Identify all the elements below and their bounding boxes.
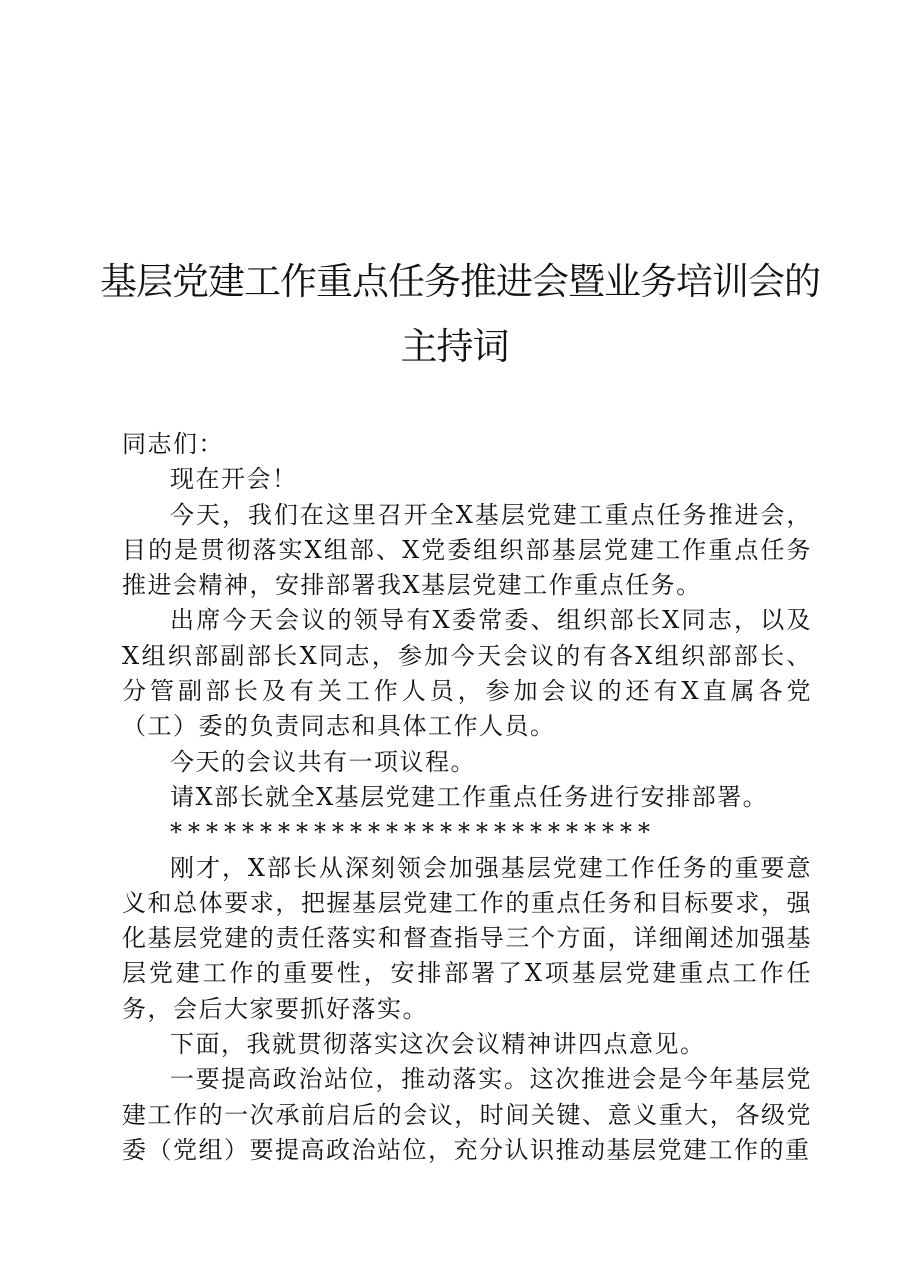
paragraph-point-one: 一要提高政治站位，推动落实。这次推进会是今年基层党建工作的一次承前启后的会议，时间关键、意义重大，各级党委（党组）要提高政治站位，充分认识推动基层党建工作的重 (122, 1065, 812, 1164)
salutation: 同志们： (122, 430, 224, 458)
paragraph-agenda: 今天的会议共有一项议程。 (170, 747, 476, 776)
paragraph-purpose: 今天，我们在这里召开全X基层党建工重点任务推进会，目的是贯彻落实X组部、X党委组织部基层党建工作重点任务推进会精神，安排部署我X基层党建工作重点任务。 (122, 500, 812, 600)
paragraph-summary: 刚才，X部长从深刻领会加强基层党建工作任务的重要意义和总体要求，把握基层党建工作的重点任务和目标要求，强化基层党建的责任落实和督查指导三个方面，详细阐述加强基层党建工作的重要性，安排部署了X项基层党建重点工作任务，会后大家要抓好落实。 (122, 853, 812, 1023)
section-separator: *************************** (170, 818, 656, 847)
paragraph-attendees: 出席今天会议的领导有X委常委、组织部长X同志，以及X组织部副部长X同志，参加今天会议的有各X组织部部长、分管副部长及有关工作人员，参加会议的还有X直属各党（工）委的负责同志和具体工作人员。 (122, 606, 812, 741)
document-body (122, 427, 812, 1168)
paragraph-opening: 现在开会！ (170, 465, 298, 494)
document-title-line-2: 主持词 (400, 325, 509, 368)
paragraph-intro-opinions: 下面，我就贯彻落实这次会议精神讲四点意见。 (170, 1030, 706, 1059)
document-title-line-1: 基层党建工作重点任务推进会暨业务培训会的 (100, 260, 820, 303)
paragraph-invite: 请X部长就全X基层党建工作重点任务进行安排部署。 (170, 782, 769, 811)
